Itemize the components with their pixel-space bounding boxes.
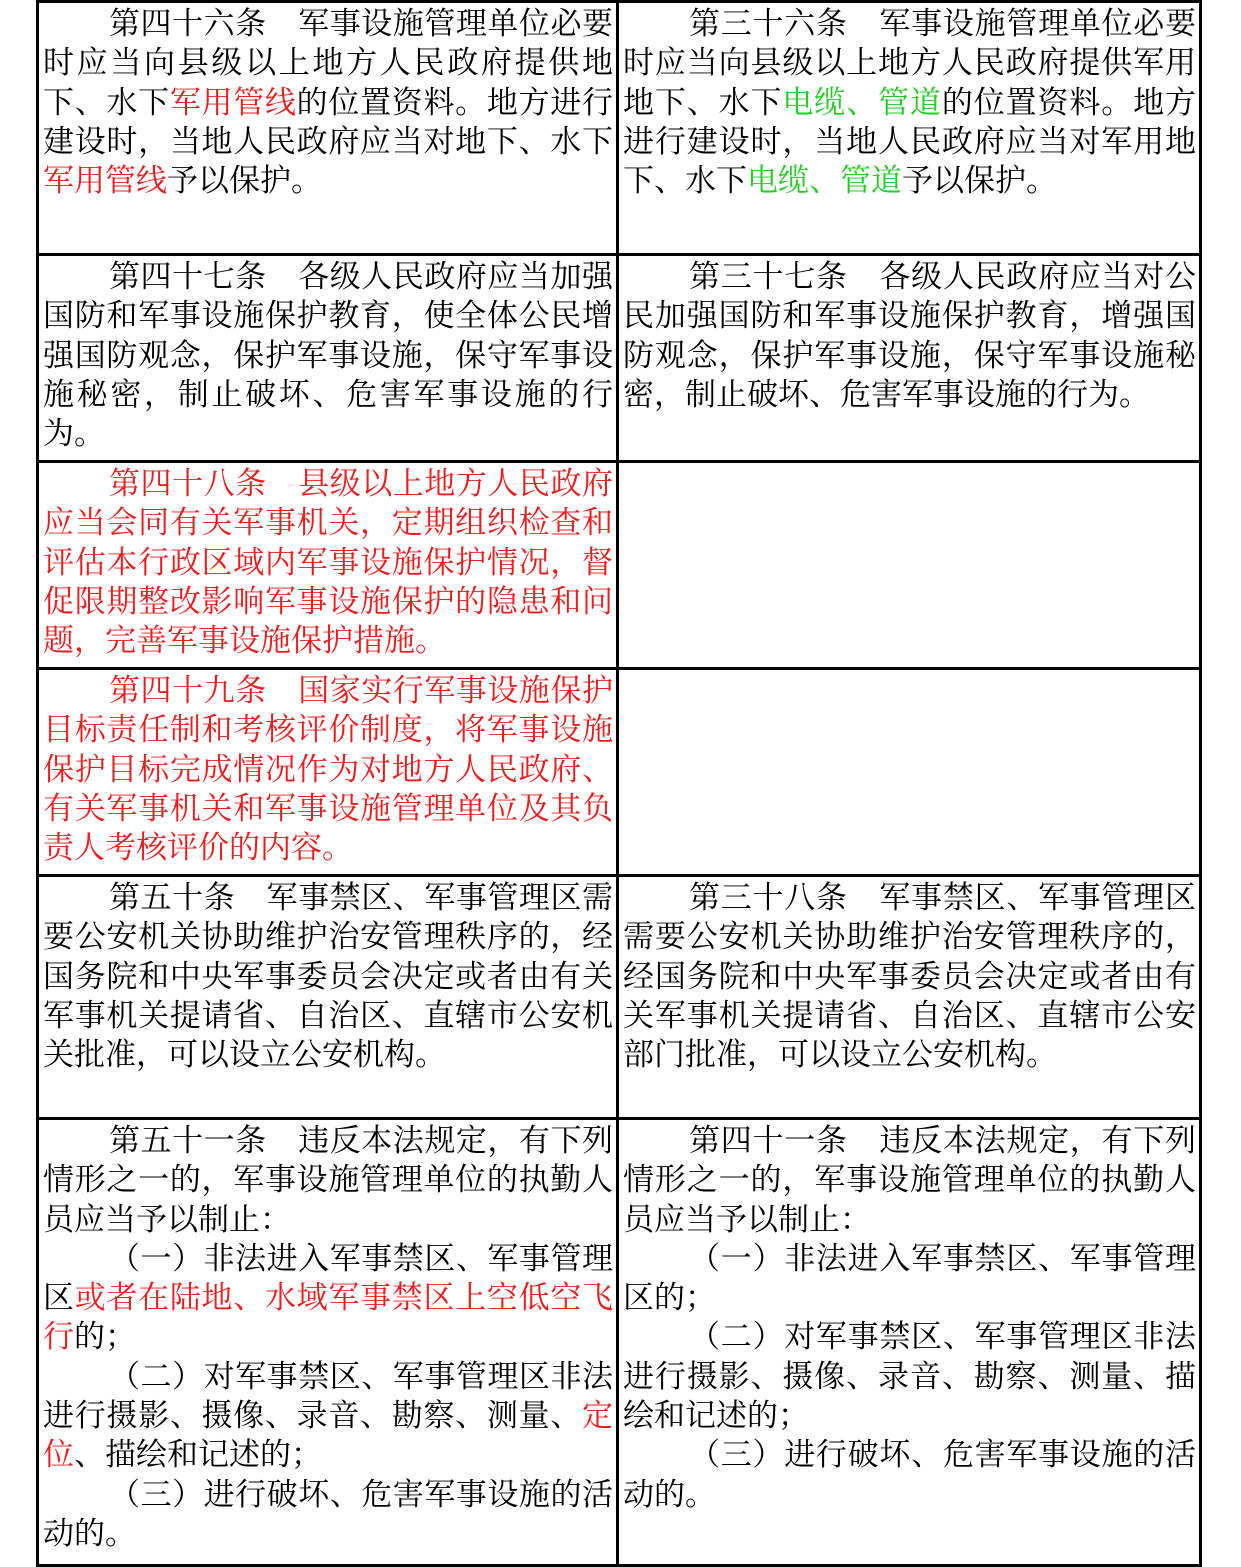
added-text: 第四十八条 县级以上地方人民政府应当会同有关军事机关，定期组织检查和评估本行政区域内军事设施保护情况，督促限期整改影响军事设施保护的隐患和问题，完善军事设施保护措施。 (43, 466, 613, 660)
article-text: 第五十条 军事禁区、军事管理区需要公安机关协助维护治安管理秩序的，经国务院和中央军事委员会决定或者由有关军事机关提请省、自治区、直辖市公安机关批准，可以设立公安机构。 (43, 880, 613, 1074)
table-row (36, 0, 1202, 256)
new-law-cell (39, 463, 619, 667)
article-text: （三）进行破坏、危害军事设施的活动的。 (43, 1476, 613, 1552)
article-text: 、描绘和记述的； (74, 1437, 322, 1474)
article-text: 予以保护。 (902, 163, 1057, 200)
article-text: （一）非法进入军事禁区、军事管理区 (43, 1240, 613, 1317)
article-paragraph (43, 1476, 613, 1555)
article-text: （一）非法进入军事禁区、军事管理区的； (623, 1240, 1196, 1317)
old-law-cell (619, 3, 1199, 253)
article-paragraph (43, 879, 613, 1075)
old-law-cell (619, 256, 1199, 460)
changed-text: 电缆、管道 (782, 84, 942, 121)
article-paragraph (623, 879, 1196, 1075)
article-paragraph (43, 465, 613, 661)
old-law-cell (619, 670, 1199, 874)
added-text: 军用管线 (169, 84, 297, 121)
article-paragraph (623, 1240, 1196, 1319)
article-text: 第三十八条 军事禁区、军事管理区需要公安机关协助维护治安管理秩序的，经国务院和中央军事委员会决定或者由有关军事机关提请省、自治区、直辖市公安部门批准，可以设立公安机构。 (623, 880, 1196, 1074)
article-paragraph (43, 5, 613, 201)
article-text: 第三十六条 军事设施管理单位必要时应当向县级以上地方人民政府提供军用地下、水下 (623, 6, 1196, 121)
article-text: 第四十七条 各级人民政府应当加强国防和军事设施保护教育，使全体公民增强国防观念，保护军事设施，保守军事设施秘密，制止破坏、危害军事设施的行为。 (43, 259, 613, 453)
old-law-cell (619, 877, 1199, 1117)
added-text: 第四十九条 国家实行军事设施保护目标责任制和考核评价制度，将军事设施保护目标完成情况作为对地方人民政府、有关军事机关和军事设施管理单位及其负责人考核评价的内容。 (43, 673, 613, 867)
article-text: 第四十六条 军事设施管理单位必要时应当向县级以上地方人民政府提供地下、水下 (43, 6, 613, 121)
new-law-cell (39, 256, 619, 460)
article-paragraph (623, 1318, 1196, 1436)
new-law-cell (39, 3, 619, 253)
article-text: （三）进行破坏、危害军事设施的活动的。 (623, 1437, 1196, 1513)
article-paragraph (43, 1358, 613, 1476)
added-text: 或者在陆地、水域军事禁区上空低空飞行 (43, 1280, 614, 1356)
article-paragraph (43, 1122, 613, 1240)
old-law-cell (619, 1120, 1199, 1564)
article-text: （二）对军事禁区、军事管理区非法进行摄影、摄像、录音、勘察、测量、描绘和记述的； (623, 1319, 1196, 1435)
article-paragraph (623, 258, 1196, 415)
article-paragraph (43, 258, 613, 454)
table-row (36, 877, 1202, 1120)
added-text: 定位 (43, 1398, 613, 1474)
added-text: 军用管线 (43, 163, 167, 200)
comparison-table (36, 0, 1202, 1567)
changed-text: 电缆、管道 (747, 163, 902, 200)
table-row (36, 670, 1202, 877)
new-law-cell (39, 1120, 619, 1564)
new-law-cell (39, 670, 619, 874)
article-paragraph (43, 1240, 613, 1358)
article-paragraph (43, 672, 613, 868)
table-row (36, 1120, 1202, 1567)
article-text: 的位置资料。地方进行建设时，当地人民政府应当对地下、水下 (43, 84, 614, 160)
article-text: 第四十一条 违反本法规定，有下列情形之一的，军事设施管理单位的执勤人员应当予以制止： (623, 1123, 1196, 1238)
article-paragraph (623, 5, 1196, 201)
article-text: 予以保护。 (167, 163, 322, 200)
article-paragraph (623, 1122, 1196, 1240)
article-text: （二）对军事禁区、军事管理区非法进行摄影、摄像、录音、勘察、测量、 (43, 1358, 613, 1435)
article-text: 第五十一条 违反本法规定，有下列情形之一的，军事设施管理单位的执勤人员应当予以制止： (43, 1123, 613, 1238)
article-text: 的； (74, 1319, 136, 1356)
old-law-cell (619, 463, 1199, 667)
table-row (36, 256, 1202, 463)
table-row (36, 463, 1202, 670)
article-text: 第三十七条 各级人民政府应当对公民加强国防和军事设施保护教育，增强国防观念，保护军事设施，保守军事设施秘密，制止破坏、危害军事设施的行为。 (623, 259, 1196, 413)
article-text: 的位置资料。地方进行建设时，当地人民政府应当对军用地下、水下 (623, 84, 1197, 200)
new-law-cell (39, 877, 619, 1117)
article-paragraph (623, 1436, 1196, 1515)
